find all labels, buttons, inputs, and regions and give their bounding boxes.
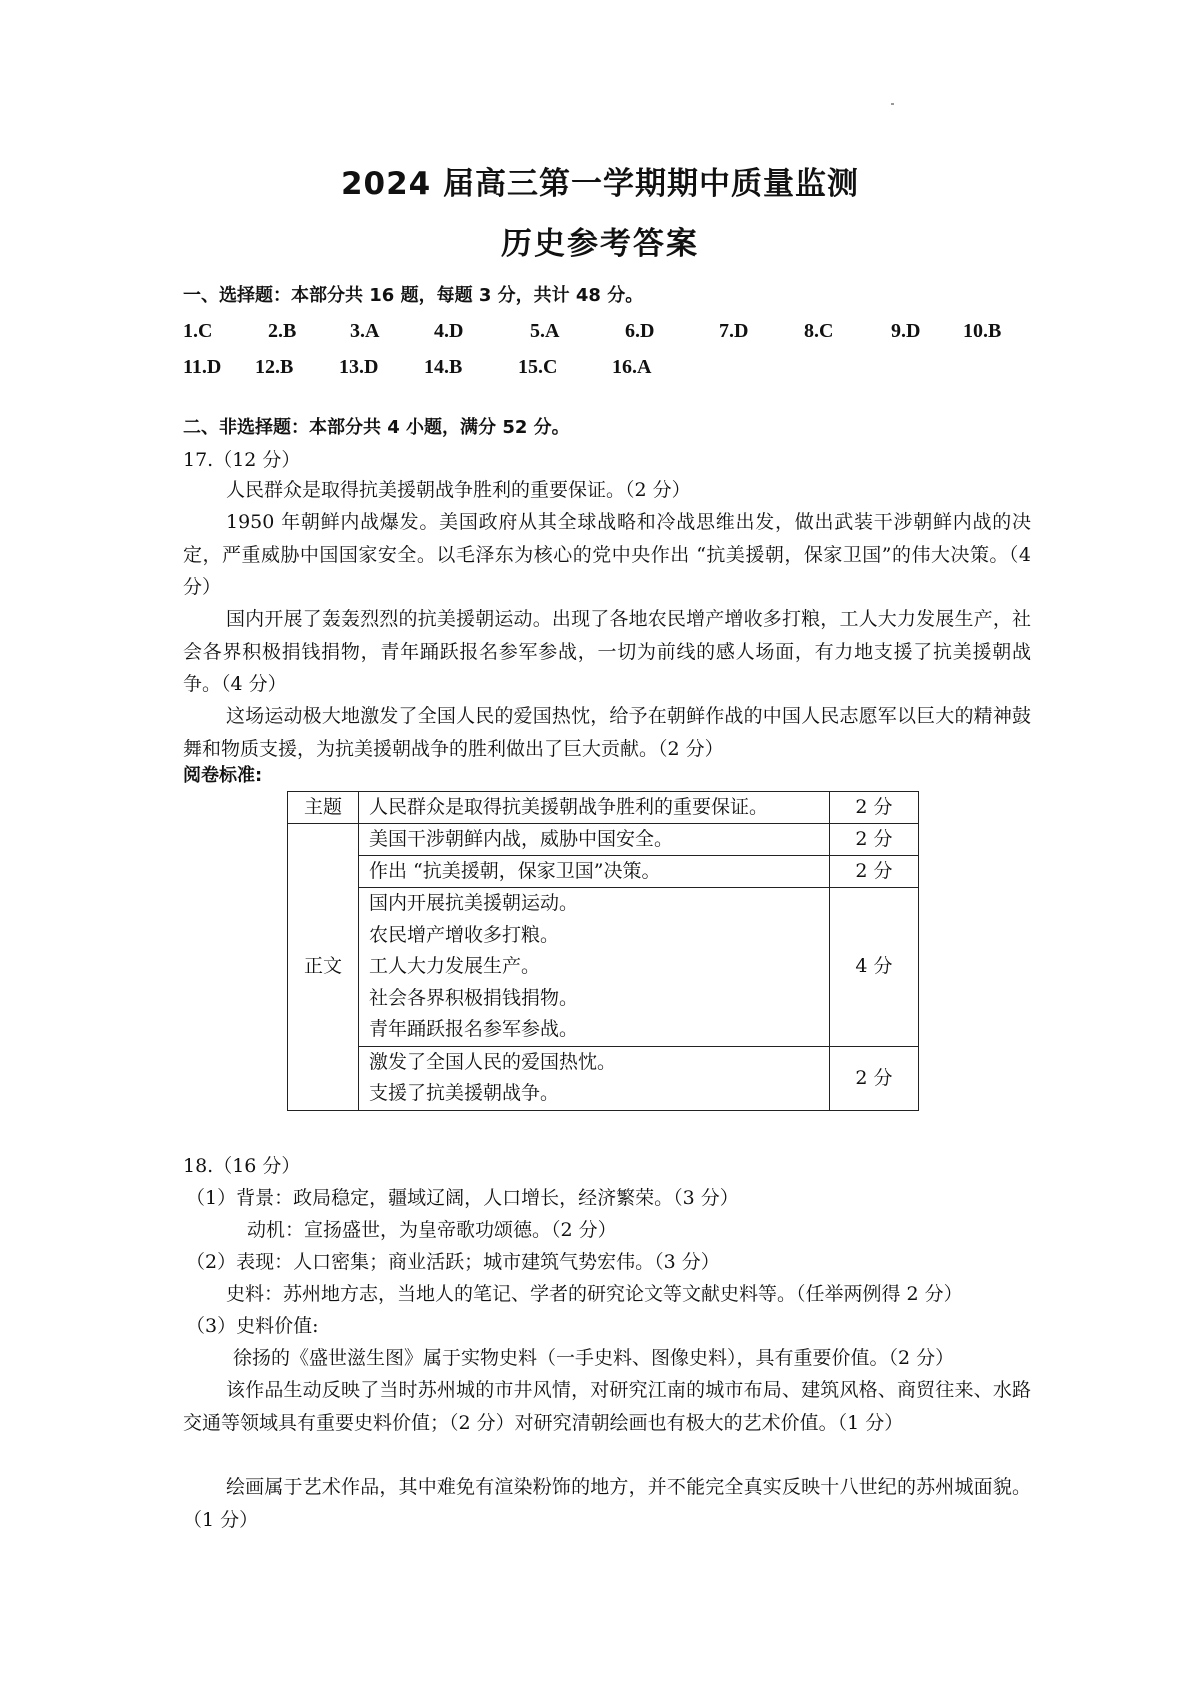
answer-item: 5.A — [530, 320, 560, 342]
score-cell: 4 分 — [830, 888, 919, 1047]
q18-part3-paragraph-1: 徐扬的《盛世滋生图》属于实物史料（一手史料、图像史料），具有重要价值。（2 分） — [233, 1347, 955, 1369]
theme-label-cell: 主题 — [288, 792, 359, 824]
answer-item: 11.D — [183, 356, 222, 378]
grading-table — [287, 791, 919, 1111]
page-title: 2024 届高三第一学期期中质量监测 — [340, 166, 860, 202]
q18-part3-heading: （3）史料价值: — [186, 1315, 319, 1337]
q18-part1-motive: 动机：宣扬盛世，为皇帝歌功颂德。（2 分） — [247, 1219, 617, 1241]
theme-text-cell: 人民群众是取得抗美援朝战争胜利的重要保证。 — [359, 792, 830, 824]
answer-item: 13.D — [339, 356, 379, 378]
score-cell: 2 分 — [830, 1046, 919, 1110]
criterion-cell: 美国干涉朝鲜内战，威胁中国安全。 — [359, 824, 830, 856]
answer-item: 10.B — [963, 320, 1002, 342]
scan-speck — [891, 103, 894, 105]
q18-part1-background: （1）背景：政局稳定，疆域辽阔，人口增长，经济繁荣。（3 分） — [186, 1187, 739, 1209]
table-row — [288, 1046, 919, 1110]
criterion-line: 支援了抗美援朝战争。 — [369, 1082, 560, 1104]
q18-label: 18.（16 分） — [183, 1155, 301, 1177]
criterion-cell — [359, 888, 830, 1047]
q17-paragraph-2: 1950 年朝鲜内战爆发。美国政府从其全球战略和冷战思维出发，做出武装干涉朝鲜内战的决定，严重威胁中国国家安全。以毛泽东为核心的党中央作出 “抗美援朝，保家卫国”的伟大决策。（4 分） — [183, 511, 1031, 598]
q18-part3-paragraph-3: 绘画属于艺术作品，其中难免有渲染粉饰的地方，并不能完全真实反映十八世纪的苏州城面貌。（1 分） — [183, 1476, 1031, 1531]
q18-part2-manifestation: （2）表现：人口密集；商业活跃；城市建筑气势宏伟。（3 分） — [186, 1251, 720, 1273]
answer-item: 15.C — [518, 356, 558, 378]
criterion-line: 青年踊跃报名参军参战。 — [369, 1018, 579, 1040]
table-row — [288, 888, 919, 1047]
q17-paragraph-4: 这场运动极大地激发了全国人民的爱国热忱，给予在朝鲜作战的中国人民志愿军以巨大的精神鼓舞和物质支援，为抗美援朝战争的胜利做出了巨大贡献。（2 分） — [183, 705, 1031, 760]
section2-heading: 二、非选择题：本部分共 4 小题，满分 52 分。 — [183, 417, 570, 438]
criterion-line: 激发了全国人民的爱国热忱。 — [369, 1050, 617, 1073]
page-subtitle: 历史参考答案 — [501, 226, 699, 262]
criterion-line: 农民增产增收多打粮。 — [369, 923, 560, 946]
q18-part2-sources: 史料：苏州地方志，当地人的笔记、学者的研究论文等文献史料等。（任举两例得 2 分） — [226, 1283, 963, 1305]
answer-item: 16.A — [612, 356, 652, 378]
criterion-cell — [359, 1046, 830, 1110]
grading-standard-label: 阅卷标准: — [183, 765, 263, 786]
answer-item: 9.D — [891, 320, 921, 342]
table-row — [288, 792, 919, 824]
answer-item: 2.B — [268, 320, 297, 342]
table-row — [288, 856, 919, 888]
answer-item: 12.B — [255, 356, 294, 378]
answer-item: 3.A — [350, 320, 380, 342]
criterion-cell: 作出 “抗美援朝，保家卫国”决策。 — [359, 856, 830, 888]
score-cell: 2 分 — [830, 824, 919, 856]
criterion-line: 工人大力发展生产。 — [369, 955, 541, 977]
section1-heading: 一、选择题：本部分共 16 题，每题 3 分，共计 48 分。 — [183, 285, 644, 306]
criterion-line: 国内开展抗美援朝运动。 — [369, 892, 579, 914]
body-label-cell: 正文 — [288, 824, 359, 1111]
q17-label: 17.（12 分） — [183, 449, 301, 471]
criterion-line: 社会各界积极捐钱捐物。 — [369, 986, 579, 1009]
score-cell: 2 分 — [830, 856, 919, 888]
q17-paragraph-3: 国内开展了轰轰烈烈的抗美援朝运动。出现了各地农民增产增收多打粮，工人大力发展生产，社会各界积极捐钱捐物，青年踊跃报名参军参战，一切为前线的感人场面，有力地支援了抗美援朝战争。（4 分） — [183, 608, 1031, 695]
answer-item: 7.D — [719, 320, 749, 342]
answer-item: 4.D — [434, 320, 464, 342]
answer-item: 1.C — [183, 320, 213, 342]
answer-item: 8.C — [804, 320, 834, 342]
theme-score-cell: 2 分 — [830, 792, 919, 824]
answer-item: 14.B — [424, 356, 463, 378]
answer-item: 6.D — [625, 320, 655, 342]
q18-part3-paragraph-2: 该作品生动反映了当时苏州城的市井风情，对研究江南的城市布局、建筑风格、商贸往来、水路交通等领域具有重要史料价值；（2 分）对研究清朝绘画也有极大的艺术价值。（1 分） — [183, 1379, 1031, 1434]
q17-paragraph-1: 人民群众是取得抗美援朝战争胜利的重要保证。（2 分） — [226, 479, 691, 501]
table-row — [288, 824, 919, 856]
